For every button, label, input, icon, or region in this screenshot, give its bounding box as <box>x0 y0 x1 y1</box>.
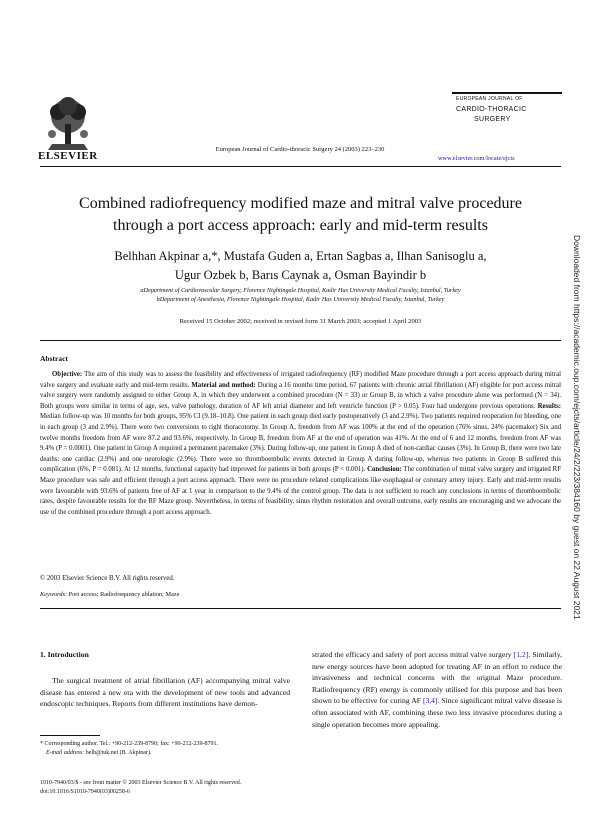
doi-line: doi:10.1016/S1010-7940(03)00258-6 <box>40 789 130 795</box>
journal-logo-line-2: CARDIO-THORACIC <box>456 106 527 113</box>
footnote <box>40 740 290 758</box>
download-watermark: Downloaded from https://academic.oup.com/ejcts/article/24/2/223/384160 by guest on 22 August 2021 <box>572 235 582 620</box>
method-text: During a 16 months time period, 67 patients with chronic atrial fibrillation (AF) eligible for port access mitral valve surgery were randomly assigned to either Group A, in which they underwent a combined procedure (N = 33) or Group B, in which a valve procedure alone was performed (N = 34). Both groups were similar in terms of age, sex, valve pathology, duration of AF left atrial diameter and left ventricle function (P > 0.05). Four had undergone previous operations. <box>40 381 561 410</box>
results-label: Results: <box>537 402 561 410</box>
objective-label: Objective: <box>52 371 83 378</box>
affiliation-b: bDepartment of Anesthesia, Florence Nightingale Hospital, Kadir Has University Medical Faculty, Istanbul, Turkey <box>156 296 445 303</box>
method-label: Material and method: <box>191 381 256 389</box>
intro-column-2 <box>312 649 562 730</box>
abstract-heading: Abstract <box>40 354 68 363</box>
journal-logo-line-3: SURGERY <box>474 116 511 123</box>
journal-logo-line-1: EUROPEAN JOURNAL OF <box>456 96 523 102</box>
abstract-top-divider <box>40 340 561 341</box>
footnote-email: belh@tuk.net (B. Akpinar). <box>84 750 152 756</box>
intro-col2-part-b: . Similarly, new energy sources have been adopted for treating AF in an effort to reduce the invasiveness and technical concerns with the original Maze procedure. Radiofrequency (RF) energy is commonly utilised for this purpose and has been shown to be effective for curing AF <box>312 650 562 706</box>
received-dates: Received 15 October 2002; received in revised form 31 March 2003; accepted 1 April 2003 <box>179 318 422 325</box>
citation-link-1-2[interactable]: [1,2] <box>513 650 529 659</box>
issn-line: 1010-7940/03/$ - see front matter © 2003 Elsevier Science B.V. All rights reserved. <box>40 780 242 786</box>
affiliations <box>40 286 561 304</box>
publisher-name: ELSEVIER <box>38 150 98 162</box>
intro-col2-part-a: strated the efficacy and safety of port access mitral valve surgery <box>312 650 514 659</box>
conclusion-text: The combination of mitral valve surgery and irrigated RF Maze procedure was safe and efficient through a port access approach. There were no procedure related complications like esophageal or coronary artery injury. Early and mid-term results were favourable with 93.6% of patients free of AF at 1 year in comparison to the 9.4% of the control group. The data is not sufficient to reach any conclusions in terms of thromboembolic rates, despite favourable results for the RF Maze group. Nevertheless, in terms of feasibility, sinus rhythm restoration and overall outcome, early results are encouraging and we advocate the use of the combined procedure through a port access approach. <box>40 466 561 516</box>
results-text: Median follow-up was 10 months for both groups, 95% CI (9.18–10.8). One patient in each group died early postoperatively (3 and 2.9%). Two patients required reoperation for bleeding, one in each group (3 and 2.9%). There were two conversions to right thoracotomy. In Group A, freedom from AF was 100% at the end of the operation (76% sinus, 24% pacemaker) Six and twelve months freedom from AF were 87.2 and 93.6%, respectively. In Group B, freedom from AF at the end of operation was 41%. At the end of 6 and 12 months, freedom from AF was 9.4% (P = 0.0001). One patient in Group A required a permanent pacemaker (3%). During follow-up, one patient in Group A died of non-cardiac causes (3%). In Group B, there were two late deaths: one cardiac (2.9%) and one neurologic (2.9%). There were no thromboembolic events detected in Group A during follow-up, whereas two patients in Group B suffered this complication (6%, P = 0.081). At 12 months, functional capacity had improved for patients in both groups (P < 0.001). <box>40 413 561 474</box>
keywords-text: Port access; Radiofrequency ablation; Maze <box>67 591 180 598</box>
authors-line-2: Ugur Ozbek b, Barıs Caynak a, Osman Bayindir b <box>174 268 427 282</box>
authors-line-1: Belhhan Akpinar a,*, Mustafa Guden a, Ertan Sagbas a, Ilhan Sanisoglu a, <box>114 249 487 263</box>
journal-citation: European Journal of Cardio-thoracic Surgery 24 (2003) 223–230 <box>215 146 385 153</box>
affiliation-a: aDepartment of Cardiovascular Surgery, Florence Nightingale Hospital, Kadir Has University Medical Faculty, Istanbul, Turkey <box>140 287 461 294</box>
issn-info <box>40 779 241 797</box>
journal-url-link[interactable]: www.elsevier.com/locate/ejcts <box>438 155 515 162</box>
abstract-copyright: © 2003 Elsevier Science B.V. All rights reserved. <box>40 575 175 582</box>
abstract-body <box>40 370 561 518</box>
section-heading-introduction: 1. Introduction <box>40 650 89 659</box>
journal-logo <box>452 92 562 142</box>
footnote-email-label: E-mail address: <box>46 750 85 756</box>
footnote-divider <box>40 735 100 736</box>
intro-col2-part-c: . Since significant mitral valve disease is often associated with AF, combining these two less invasive procedures during a single operation becomes more appealing. <box>312 696 562 729</box>
article-title <box>40 193 561 237</box>
journal-logo-rule <box>452 92 562 94</box>
citation-link-3-4[interactable]: [3,4] <box>422 696 438 706</box>
intro-column-1: The surgical treatment of atrial fibrillation (AF) accompanying mitral valve disease has entered a new era with the development of new tools and advanced endoscopic techniques. Reports from different institutions have demon- <box>40 676 290 709</box>
abstract-bottom-divider <box>40 608 561 609</box>
title-line-1: Combined radiofrequency modified maze and mitral valve procedure <box>79 195 522 212</box>
elsevier-tree-logo-icon <box>40 94 96 154</box>
keywords <box>40 591 180 598</box>
objective-text: The aim of this study was to assess the feasibility and effectiveness of irrigated radiofrequency (RF) modified Maze procedure through a port access approach during mitral valve surgery and evaluate early and mid-term results. <box>40 371 561 389</box>
header-divider <box>40 166 561 167</box>
conclusion-label: Conclusion: <box>367 466 402 474</box>
footnote-email-line <box>40 749 290 758</box>
footnote-author: * Corresponding author. Tel.: +90-212-239-8790; fax: +90-212-239-8791. <box>40 741 219 747</box>
title-line-2: through a port access approach: early and mid-term results <box>113 217 488 234</box>
author-list <box>40 247 561 285</box>
keywords-label: Keywords: <box>40 591 68 598</box>
